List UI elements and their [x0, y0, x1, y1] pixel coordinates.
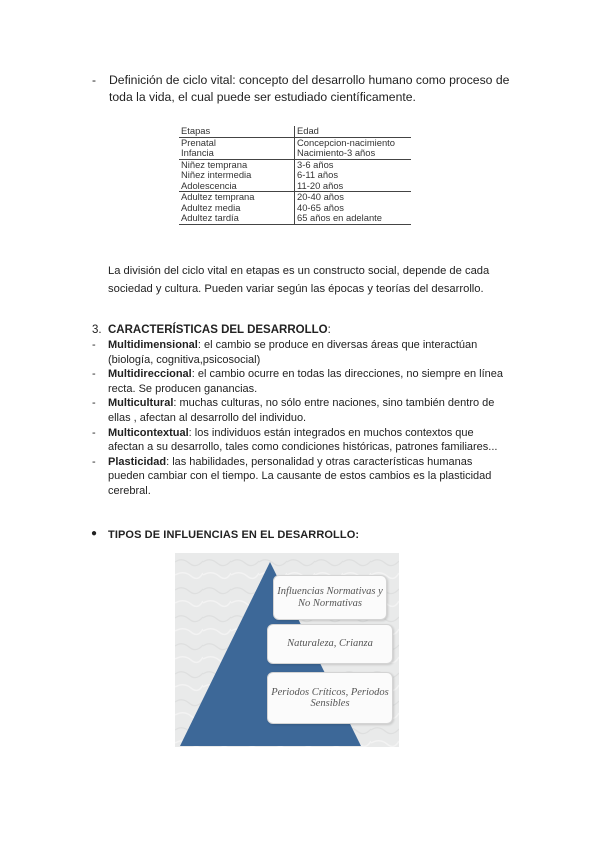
intro-definition: Definición de ciclo vital: concepto del desarrollo humano como proceso de toda la vida, el cual puede ser estudiado científicamente.: [109, 73, 510, 104]
list-dash: -: [92, 397, 96, 410]
table-cell-stage: Adultez temprana: [179, 192, 295, 203]
table-row: [179, 181, 411, 192]
stages-table: [179, 126, 411, 225]
table-row: [179, 213, 411, 224]
table-cell-age: 6-11 años: [297, 169, 339, 180]
item-term: Plasticidad: [108, 455, 167, 468]
table-cell-stage: Adultez tardía: [179, 213, 295, 224]
item-text: : las habilidades, personalidad y otras características humanas pueden cambiar con el tiempo. La causante de estos cambios es la plasticidad cerebral.: [108, 455, 492, 497]
list-dash: -: [92, 455, 96, 468]
table-cell-stage: Prenatal: [179, 137, 295, 148]
item-text: : el cambio ocurre en todas las direcciones, no siempre en línea recta. Se producen ganancias.: [108, 368, 503, 395]
table-cell-stage: Adultez media: [179, 203, 295, 214]
list-dash: -: [92, 339, 96, 351]
influences-title: TIPOS DE INFLUENCIAS EN EL DESARROLLO:: [108, 529, 360, 541]
intro-dash: -: [92, 73, 96, 87]
table-cell-stage: Adolescencia: [179, 181, 295, 192]
section-title: [108, 324, 331, 336]
table-cell-stage: Infancia: [179, 148, 295, 159]
item-text: : el cambio se produce en diversas áreas que interactúan (biología, cognitiva,psicosocial): [108, 339, 478, 366]
list-item: [90, 396, 510, 425]
pyramid-box-influences: Influencias Normativas y No Normativas: [273, 575, 387, 620]
item-text: : muchas culturas, no sólo entre naciones, sino también dentro de ellas , afectan al desarrollo del individuo.: [108, 397, 495, 424]
table-cell-age: 20-40 años: [295, 192, 412, 203]
table-cell-stage: Niñez temprana: [179, 159, 295, 170]
pyramid-box-critical-periods: Periodos Críticos, Periodos Sensibles: [267, 672, 393, 724]
item-term: Multicultural: [108, 397, 174, 410]
bullet-icon: ●: [91, 528, 98, 539]
list-item: [90, 338, 510, 367]
item-text: : los individuos están integrados en muchos contextos que afectan a su desarrollo, tales como condiciones históricas, patrones familiares...: [108, 426, 498, 454]
table-cell-age: Concepcion-nacimiento: [297, 136, 395, 148]
table-cell-age: 65 años en adelante: [295, 213, 412, 224]
table-row: [179, 170, 411, 181]
item-term: Multicontextual: [108, 426, 189, 439]
list-item: [90, 455, 510, 499]
table-header-edad: Edad: [295, 126, 412, 137]
influences-pyramid-figure: [175, 553, 399, 747]
list-dash: -: [92, 368, 96, 381]
table-cell-stage: Niñez intermedia: [179, 170, 295, 181]
table-header-row: [179, 126, 411, 137]
list-dash: -: [92, 426, 96, 439]
item-term: Multidimensional: [108, 339, 198, 351]
table-cell-age: 11-20 años: [297, 179, 344, 191]
table-header-etapas: Etapas: [179, 126, 295, 137]
characteristics-list: [90, 338, 510, 499]
table-row: [179, 192, 411, 203]
table-cell-age: 40-65 años: [297, 201, 344, 213]
list-item: [90, 367, 510, 396]
section-title-colon: :: [327, 324, 331, 336]
table-cell-age: Nacimiento-3 años: [297, 147, 376, 158]
table-row: [179, 148, 411, 159]
item-term: Multidireccional: [108, 368, 192, 381]
table-cell-age: 3-6 años: [295, 159, 412, 170]
stages-paragraph: La división del ciclo vital en etapas es un constructo social, depende de cada sociedad y cultura. Pueden variar según las épocas y teorías del desarrollo.: [108, 265, 490, 295]
section-title-text: CARACTERÍSTICAS DEL DESARROLLO: [108, 324, 328, 336]
pyramid-box-nature-nurture: Naturaleza, Crianza: [267, 624, 393, 664]
list-item: [90, 426, 510, 455]
section-number: 3.: [92, 324, 102, 336]
